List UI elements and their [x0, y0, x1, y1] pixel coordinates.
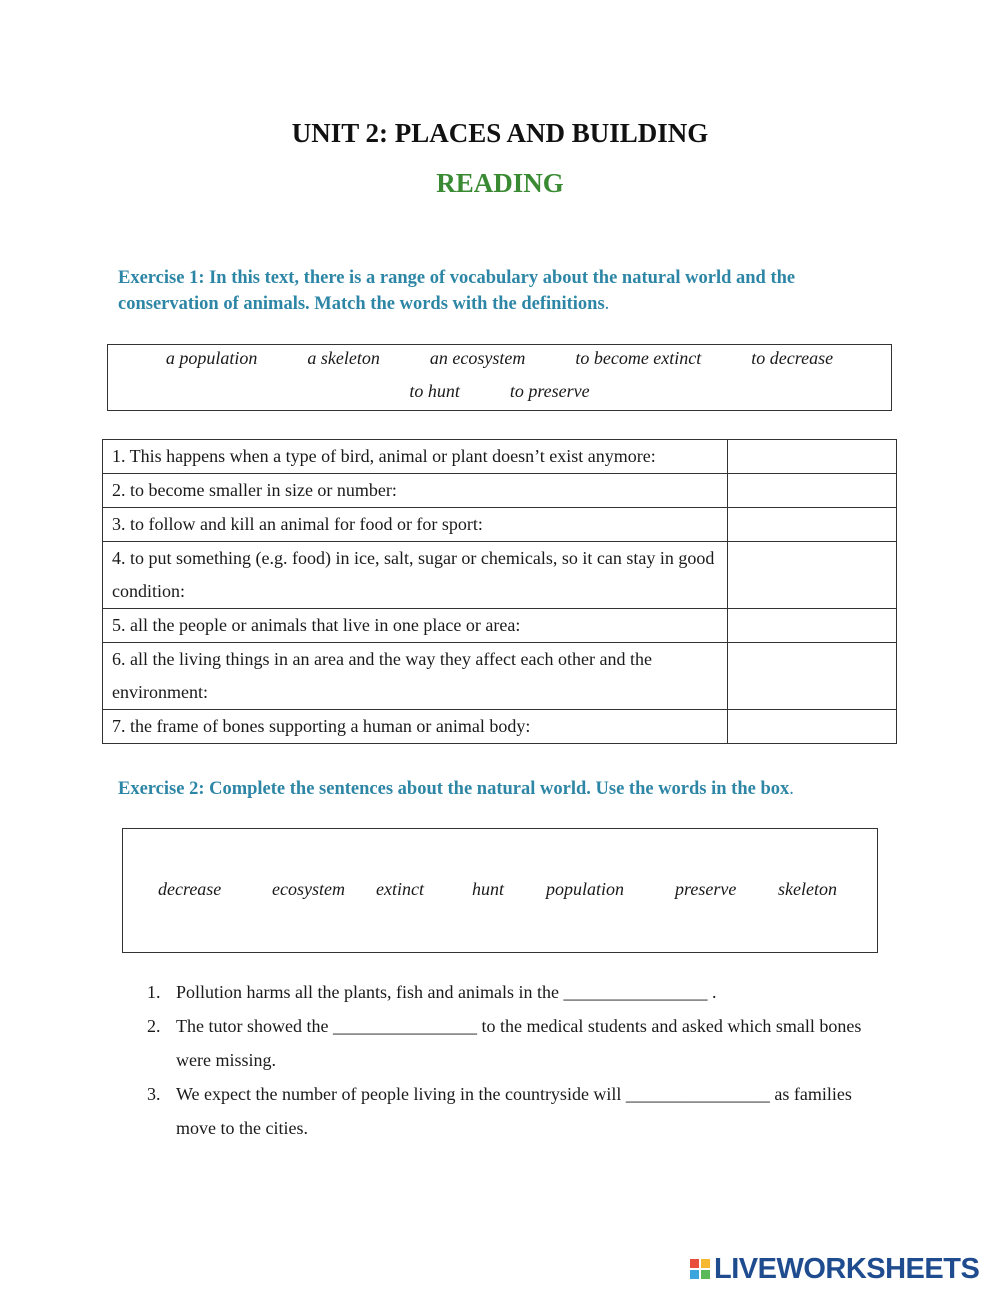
- table-row: [103, 474, 897, 508]
- definition-cell: 6. all the living things in an area and the way they affect each other and the environment:: [103, 643, 728, 710]
- exercise2-heading: [118, 776, 878, 802]
- liveworksheets-logo[interactable]: [690, 1252, 979, 1286]
- word-bank-item: to hunt: [409, 381, 460, 401]
- table-row: [103, 609, 897, 643]
- answer-cell[interactable]: [728, 609, 897, 643]
- word-bank-item: preserve: [675, 879, 737, 899]
- definition-cell: 4. to put something (e.g. food) in ice, salt, sugar or chemicals, so it can stay in good condition:: [103, 542, 728, 609]
- logo-text: LIVEWORKSHEETS: [714, 1252, 980, 1285]
- list-item: [140, 1077, 890, 1145]
- table-row: [103, 542, 897, 609]
- exercise2-heading-end: .: [789, 779, 794, 799]
- word-bank-item: an ecosystem: [429, 348, 526, 368]
- exercise1-word-bank: [107, 344, 892, 411]
- answer-cell[interactable]: [728, 474, 897, 508]
- definition-cell: 3. to follow and kill an animal for food or for sport:: [103, 508, 728, 542]
- definition-cell: 1. This happens when a type of bird, animal or plant doesn’t exist anymore:: [103, 440, 728, 474]
- definition-cell: 5. all the people or animals that live in one place or area:: [103, 609, 728, 643]
- list-item: [140, 975, 890, 1009]
- exercise1-heading: [118, 265, 878, 317]
- logo-block: [701, 1259, 710, 1268]
- word-bank-item: hunt: [472, 879, 505, 899]
- answer-cell[interactable]: [728, 440, 897, 474]
- sentence-number: 2.: [147, 1016, 161, 1036]
- word-bank-item: population: [546, 879, 625, 899]
- table-row: [103, 710, 897, 744]
- sentence-number: 1.: [147, 982, 161, 1002]
- word-bank-item: a population: [165, 348, 258, 368]
- definition-cell: 2. to become smaller in size or number:: [103, 474, 728, 508]
- unit-title: UNIT 2: PLACES AND BUILDING: [291, 118, 709, 148]
- answer-cell[interactable]: [728, 542, 897, 609]
- exercise2-sentences: [140, 975, 890, 1145]
- sentence-text[interactable]: We expect the number of people living in the countryside will ________________ as families move to the cities.: [176, 1084, 852, 1138]
- logo-blocks-icon: [690, 1259, 710, 1279]
- sentence-text[interactable]: The tutor showed the ________________ to the medical students and asked which small bones were missing.: [176, 1016, 862, 1070]
- table-row: [103, 440, 897, 474]
- word-bank-item: to decrease: [751, 348, 834, 368]
- exercise2-heading-text: Exercise 2: Complete the sentences about the natural world. Use the words in the box: [118, 779, 790, 799]
- word-bank-item: to preserve: [509, 381, 590, 401]
- sentence-text[interactable]: Pollution harms all the plants, fish and animals in the ________________ .: [176, 982, 717, 1002]
- list-item: [140, 1009, 890, 1077]
- word-bank-item: to become extinct: [575, 348, 702, 368]
- word-bank-item: extinct: [376, 879, 424, 899]
- word-bank-item: ecosystem: [272, 879, 345, 899]
- word-bank-row-1: [108, 348, 891, 369]
- logo-block: [690, 1259, 699, 1268]
- answer-cell[interactable]: [728, 710, 897, 744]
- section-title: READING: [436, 168, 564, 198]
- table-row: [103, 643, 897, 710]
- sentence-number: 3.: [147, 1084, 161, 1104]
- logo-block: [690, 1270, 699, 1279]
- word-bank-row-2: [108, 381, 891, 402]
- exercise2-word-bank: [122, 828, 878, 953]
- exercise1-heading-end: .: [604, 294, 610, 314]
- logo-block: [701, 1270, 710, 1279]
- definitions-table: [102, 439, 897, 744]
- word-bank-item: a skeleton: [307, 348, 380, 368]
- answer-cell[interactable]: [728, 643, 897, 710]
- word-bank-item: decrease: [158, 879, 222, 899]
- word-bank-item: skeleton: [778, 879, 837, 899]
- definition-cell: 7. the frame of bones supporting a human or animal body:: [103, 710, 728, 744]
- table-row: [103, 508, 897, 542]
- answer-cell[interactable]: [728, 508, 897, 542]
- exercise1-heading-text: Exercise 1: In this text, there is a range of vocabulary about the natural world and the conservation of animals. Match the words with the definitions: [118, 268, 796, 314]
